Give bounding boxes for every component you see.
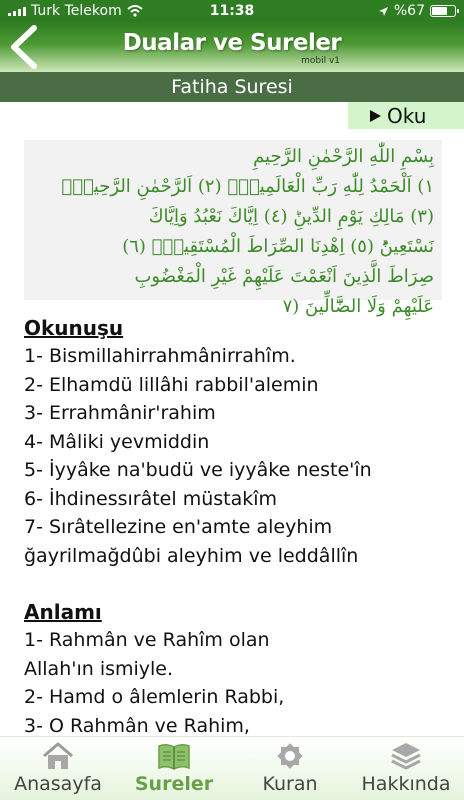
sura-title: Fatiha Suresi <box>171 76 293 98</box>
tab-kuran[interactable] <box>232 737 348 800</box>
book-icon <box>157 741 191 771</box>
sura-title-bar <box>0 72 464 102</box>
location-arrow-icon <box>378 6 389 17</box>
oku-play-button[interactable] <box>348 102 464 129</box>
carrier-name: Turk Telekom <box>31 3 122 19</box>
arabic-line: بِسْمِ اللّٰهِ الرَّحْمٰنِ الرَّحِيمِ <box>253 146 434 167</box>
tab-anasayfa[interactable] <box>0 737 116 800</box>
layers-icon <box>389 741 423 771</box>
okunus-line: 6- İhdinessırâtel müstakîm <box>24 487 278 510</box>
status-bar <box>0 0 464 22</box>
okunus-line: 7- Sırâtellezine en'amte aleyhim <box>24 516 333 538</box>
app-version: mobil v1 <box>301 56 340 66</box>
okunus-line: 2- Elhamdü lillâhi rabbil'alemin <box>24 373 319 396</box>
battery-level <box>432 7 447 15</box>
okunus-line: ğayrilmağdûbi aleyhim ve leddâllîn <box>24 544 359 567</box>
tab-label: Sureler <box>134 773 214 795</box>
arabic-line: صِرَاطَ الَّذِينَ اَنْعَمْتَ عَلَيْهِمْ غَيْرِ الْمَغْضُوبِ <box>134 266 434 287</box>
tab-label: Anasayfa <box>14 773 102 795</box>
spacer <box>24 570 444 598</box>
arabic-text <box>32 142 434 322</box>
battery-icon <box>430 5 456 17</box>
status-right <box>378 3 456 19</box>
anlami-line: Allah'ın ismiyle. <box>24 657 174 680</box>
tab-hakkinda[interactable] <box>348 737 464 800</box>
okunus-line: 5- İyyâke na'budü ve iyyâke neste'în <box>24 459 372 481</box>
battery-percent: %67 <box>393 3 425 19</box>
okunus-line: 4- Mâliki yevmiddin <box>24 430 210 453</box>
signal-icon <box>8 6 26 16</box>
arabic-line: عَلَيْهِمْ وَلَا الضَّٓالِّينَ (٧ <box>282 296 434 317</box>
content-area[interactable] <box>24 314 444 740</box>
tab-label: Hakkında <box>361 773 451 795</box>
app-header <box>0 22 464 72</box>
oku-label: Oku <box>387 103 427 128</box>
play-icon <box>370 110 381 122</box>
wifi-icon <box>127 5 143 17</box>
arabic-text-block <box>24 140 442 317</box>
arabic-line: نَسْتَعِينُؕ (٥) اِهْدِنَا الصِّرَاطَ الْمُسْتَقِيمَۙ (٦) <box>122 236 434 257</box>
anlami-heading: Anlamı <box>24 600 102 624</box>
anlami-line: 2- Hamd o âlemlerin Rabbi, <box>24 686 285 708</box>
arabic-line: (٣) مَالِكِ يَوْمِ الدِّينِؕ (٤) اِيَّاكَ نَعْبُدُ وَاِيَّاكَ <box>148 206 434 227</box>
tab-label: Kuran <box>262 773 318 795</box>
okunus-line: 1- Bismillahirrahmânirrahîm. <box>24 345 296 367</box>
app-title: Dualar ve Sureler <box>122 30 342 56</box>
home-icon <box>41 741 75 771</box>
anlami-line: 3- O Rahmân ve Rahim, <box>24 714 250 737</box>
arabic-line: ١) اَلْحَمْدُ لِلّٰهِ رَبِّ الْعَالَمِينَۙ (٢) اَلرَّحْمٰنِ الرَّحِيمِۙ <box>61 176 434 197</box>
tab-sureler[interactable] <box>116 737 232 800</box>
status-time: 11:38 <box>209 3 255 19</box>
anlami-line: 1- Rahmân ve Rahîm olan <box>24 629 270 651</box>
bottom-tab-bar <box>0 736 464 800</box>
star-icon <box>273 741 307 771</box>
okunus-line: 3- Errahmânir'rahim <box>24 402 216 424</box>
okunus-heading: Okunuşu <box>24 316 124 340</box>
status-left <box>8 3 143 19</box>
